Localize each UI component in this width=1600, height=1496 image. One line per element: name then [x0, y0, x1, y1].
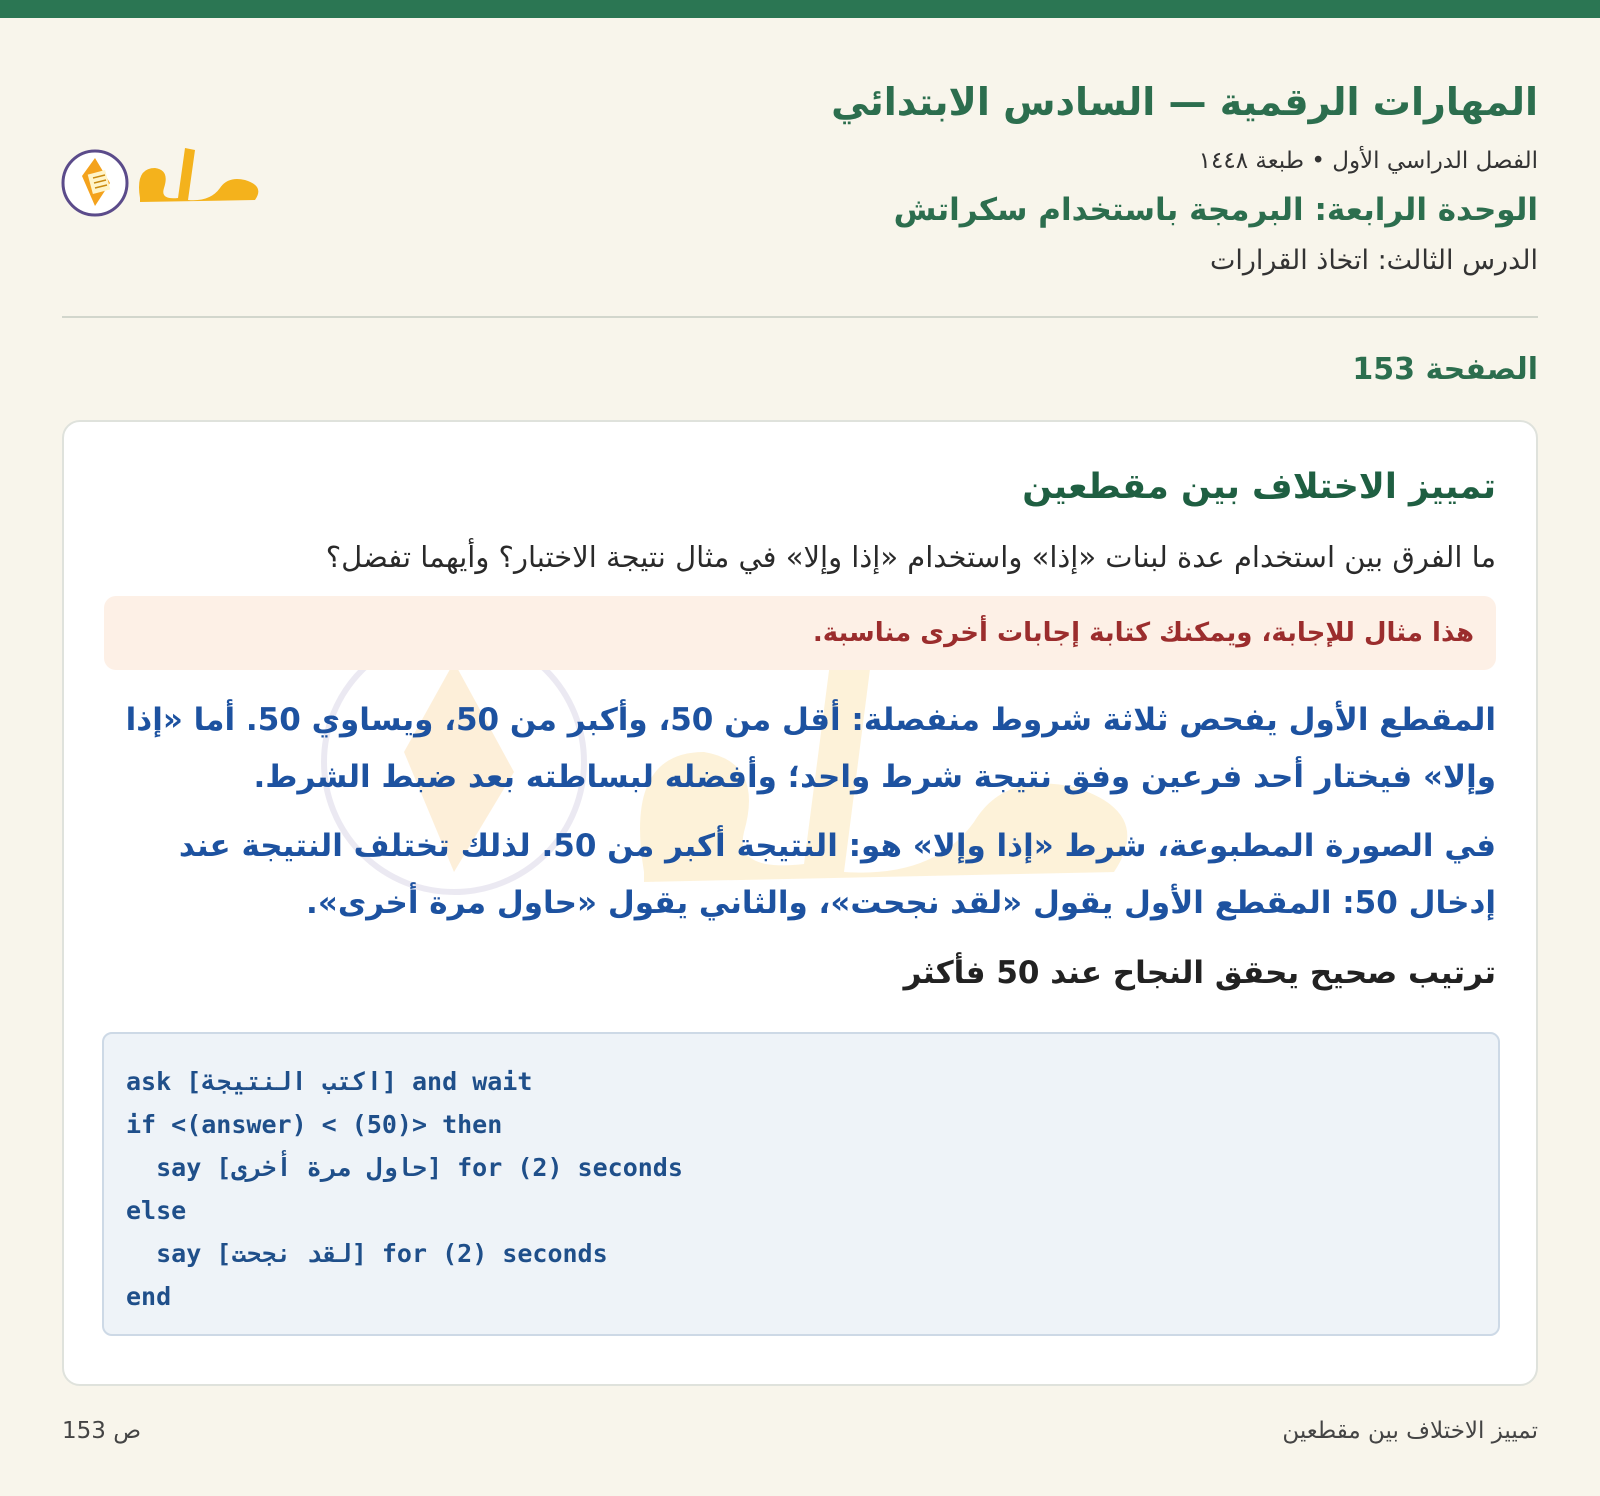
- code-line: say [حاول مرة أخرى] for (2) seconds: [126, 1153, 683, 1182]
- code-line: end: [126, 1282, 172, 1311]
- answer-paragraph-1: المقطع الأول يفحص ثلاثة شروط منفصلة: أقل من 50، وأكبر من 50، ويساوي 50. أما «إذا وإلا» فيختار أحد فرعين وفق نتيجة شرط واحد؛ وأفضله لبساطته بعد ضبط الشرط.: [125, 702, 1496, 795]
- footer-section-title: تمييز الاختلاف بين مقطعين: [1282, 1418, 1538, 1444]
- page-number-label: الصفحة 153: [1352, 352, 1538, 387]
- answer-note: هذا مثال للإجابة، ويمكنك كتابة إجابات أخرى مناسبة.: [104, 596, 1496, 670]
- lesson-title: الدرس الثالث: اتخاذ القرارات: [1209, 245, 1538, 276]
- code-line: else: [126, 1196, 187, 1225]
- hlool-logo: [60, 128, 290, 228]
- header-divider: [62, 316, 1538, 318]
- question-text: ما الفرق بين استخدام عدة لبنات «إذا» واستخدام «إذا وإلا» في مثال نتيجة الاختبار؟ وأيهما تفضل؟: [325, 540, 1496, 574]
- book-title: المهارات الرقمية — السادس الابتدائي: [831, 80, 1538, 124]
- answer-paragraph-2: في الصورة المطبوعة، شرط «إذا وإلا» هو: النتيجة أكبر من 50. لذلك تختلف النتيجة عند إدخال 50: المقطع الأول يقول «لقد نجحت»، والثاني يقول «حاول مرة أخرى».: [178, 828, 1496, 921]
- top-accent-bar: [0, 0, 1600, 18]
- code-block: [102, 1032, 1500, 1336]
- exercise-card: [62, 420, 1538, 1386]
- code-line: say [لقد نجحت] for (2) seconds: [126, 1239, 608, 1268]
- correct-order-heading: ترتيب صحيح يحقق النجاح عند 50 فأكثر: [903, 955, 1496, 991]
- code-line: if <(answer) < (50)> then: [126, 1110, 503, 1139]
- page-header: [538, 78, 1538, 280]
- semester-edition: الفصل الدراسي الأول • طبعة ١٤٤٨: [1198, 148, 1538, 174]
- exercise-title: تمييز الاختلاف بين مقطعين: [1022, 467, 1496, 507]
- footer-page-number: ص 153: [62, 1418, 142, 1444]
- book-icon: [60, 128, 290, 228]
- code-line: ask [اكتب النتيجة] and wait: [126, 1067, 533, 1096]
- unit-title: الوحدة الرابعة: البرمجة باستخدام سكراتش: [893, 192, 1538, 228]
